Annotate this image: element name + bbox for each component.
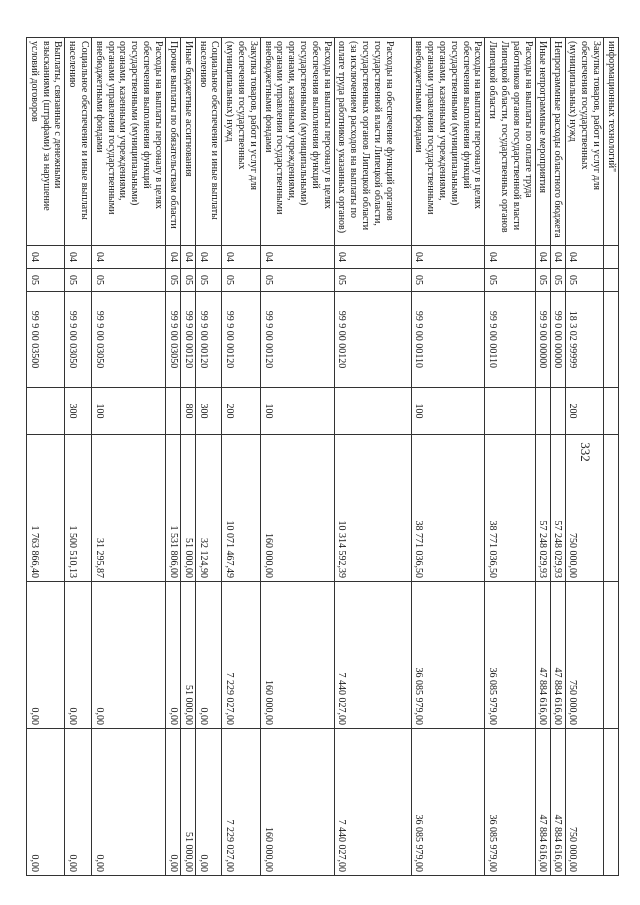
table-row (411, 38, 485, 876)
section-code: 04 (165, 246, 180, 269)
amount-1: 10 071 467,49 (222, 435, 260, 582)
subsection-code: 05 (27, 269, 65, 292)
amount-2 (604, 582, 619, 729)
amount-2: 0,00 (195, 582, 222, 729)
subsection-code: 05 (485, 269, 535, 292)
subsection-code: 05 (92, 269, 166, 292)
row-name: Выплаты, связанные с денежными взысканиями (штрафами) за нарушение условий договоров (27, 38, 65, 246)
table-row (180, 38, 195, 876)
subsection-code: 05 (550, 269, 565, 292)
expense-type-code: 300 (65, 388, 92, 435)
amount-1: 57 248 029,93 (550, 435, 565, 582)
amount-3: 0,00 (27, 729, 65, 876)
target-article-code: 18 3 02 99999 (565, 292, 603, 388)
amount-1: 31 295,87 (92, 435, 166, 582)
amount-1: 51 000,00 (180, 435, 195, 582)
row-name: Расходы на обеспечение функций органов государственной власти Липецкой области, государственных органов Липецкой области (за исключением расходов на выплаты по оплате труда работников указанных органов) (334, 38, 411, 246)
amount-3 (604, 729, 619, 876)
target-article-code: 99 9 00 00120 (334, 292, 411, 388)
amount-2: 0,00 (165, 582, 180, 729)
amount-2: 160 000,00 (260, 582, 334, 729)
row-name: Расходы на выплаты персоналу в целях обеспечения выполнения функций государственными (муниципальными) органами, казенными учреждениями, органами управления государственными внебюджетными фондами (260, 38, 334, 246)
subsection-code: 05 (180, 269, 195, 292)
target-article-code: 99 9 00 00110 (485, 292, 535, 388)
row-name: Иные непрограммные мероприятия (535, 38, 550, 246)
expense-type-code: 100 (260, 388, 334, 435)
amount-2: 7 229 027,00 (222, 582, 260, 729)
amount-1: 10 314 592,39 (334, 435, 411, 582)
target-article-code: 99 9 00 03050 (165, 292, 180, 388)
target-article-code (604, 292, 619, 388)
section-code: 04 (27, 246, 65, 269)
rotated-page (28, 37, 619, 875)
expense-type-code (27, 388, 65, 435)
budget-table (26, 37, 619, 876)
subsection-code: 05 (565, 269, 603, 292)
expense-type-code (485, 388, 535, 435)
section-code: 04 (222, 246, 260, 269)
amount-3: 0,00 (65, 729, 92, 876)
expense-type-code: 100 (411, 388, 485, 435)
expense-type-code: 100 (92, 388, 166, 435)
amount-3: 47 884 616,00 (535, 729, 550, 876)
amount-3: 47 884 616,00 (550, 729, 565, 876)
amount-2: 0,00 (65, 582, 92, 729)
target-article-code: 99 9 00 00120 (195, 292, 222, 388)
subsection-code: 05 (165, 269, 180, 292)
amount-3: 7 440 027,00 (334, 729, 411, 876)
target-article-code: 99 9 00 03050 (65, 292, 92, 388)
table-row (334, 38, 411, 876)
section-code: 04 (550, 246, 565, 269)
target-article-code: 99 0 00 00000 (550, 292, 565, 388)
target-article-code: 99 9 00 00120 (222, 292, 260, 388)
row-name: Иные бюджетные ассигнования (180, 38, 195, 246)
subsection-code (604, 269, 619, 292)
expense-type-code (604, 388, 619, 435)
target-article-code: 99 9 00 03050 (92, 292, 166, 388)
section-code: 04 (485, 246, 535, 269)
section-code: 04 (92, 246, 166, 269)
amount-2: 47 884 616,00 (550, 582, 565, 729)
amount-1: 750 000,00 (565, 435, 603, 582)
row-name: Социальное обеспечение и иные выплаты населению (65, 38, 92, 246)
table-row (565, 38, 603, 876)
row-name: Расходы на выплаты персоналу в целях обеспечения выполнения функций государственными (муниципальными) органами, казенными учреждениями, органами управления государственными внебюджетными фондами (92, 38, 166, 246)
subsection-code: 05 (195, 269, 222, 292)
table-row (485, 38, 535, 876)
subsection-code: 05 (535, 269, 550, 292)
table-row (165, 38, 180, 876)
expense-type-code: 800 (180, 388, 195, 435)
amount-3: 7 229 027,00 (222, 729, 260, 876)
target-article-code: 99 9 00 03500 (27, 292, 65, 388)
table-row (535, 38, 550, 876)
row-name: Прочие выплаты по обязательствам области (165, 38, 180, 246)
amount-2: 0,00 (92, 582, 166, 729)
amount-1: 160 000,00 (260, 435, 334, 582)
amount-1: 38 771 036,50 (485, 435, 535, 582)
table-row (222, 38, 260, 876)
section-code: 04 (195, 246, 222, 269)
expense-type-code: 200 (222, 388, 260, 435)
amount-1 (604, 435, 619, 582)
row-name: Социальное обеспечение и иные выплаты населению (195, 38, 222, 246)
amount-2: 47 884 616,00 (535, 582, 550, 729)
amount-3: 36 085 979,00 (411, 729, 485, 876)
amount-1: 38 771 036,50 (411, 435, 485, 582)
row-name: Расходы на выплаты персоналу в целях обеспечения выполнения функций государственными (муниципальными) органами, казенными учреждениями, органами управления государственными внебюджетными фондами (411, 38, 485, 246)
expense-type-code: 200 (565, 388, 603, 435)
table-row (550, 38, 565, 876)
expense-type-code (165, 388, 180, 435)
amount-2: 7 440 027,00 (334, 582, 411, 729)
section-code: 04 (65, 246, 92, 269)
row-name: информационных технологий" (604, 38, 619, 246)
section-code: 04 (411, 246, 485, 269)
expense-type-code: 300 (195, 388, 222, 435)
amount-1: 1 500 510,13 (65, 435, 92, 582)
page-number: 332 (578, 442, 593, 462)
section-code: 04 (535, 246, 550, 269)
section-code: 04 (334, 246, 411, 269)
target-article-code: 99 9 00 00120 (180, 292, 195, 388)
subsection-code: 05 (222, 269, 260, 292)
amount-3: 0,00 (195, 729, 222, 876)
subsection-code: 05 (65, 269, 92, 292)
section-code (604, 246, 619, 269)
table-row (27, 38, 65, 876)
expense-type-code (334, 388, 411, 435)
amount-1: 1 531 806,00 (165, 435, 180, 582)
amount-2: 51 000,00 (180, 582, 195, 729)
budget-table-body (27, 38, 619, 876)
row-name: Непрограммные расходы областного бюджета (550, 38, 565, 246)
table-row (65, 38, 92, 876)
amount-3: 750 000,00 (565, 729, 603, 876)
subsection-code: 05 (260, 269, 334, 292)
amount-1: 32 124,90 (195, 435, 222, 582)
amount-2: 36 085 979,00 (411, 582, 485, 729)
table-row (195, 38, 222, 876)
target-article-code: 99 9 00 00000 (535, 292, 550, 388)
target-article-code: 99 9 00 00110 (411, 292, 485, 388)
amount-2: 0,00 (27, 582, 65, 729)
amount-1: 1 763 866,40 (27, 435, 65, 582)
amount-3: 36 085 979,00 (485, 729, 535, 876)
amount-3: 160 000,00 (260, 729, 334, 876)
target-article-code: 99 9 00 00120 (260, 292, 334, 388)
table-row (604, 38, 619, 876)
subsection-code: 05 (411, 269, 485, 292)
row-name: Закупка товаров, работ и услуг для обеспечения государственных (муниципальных) нужд (565, 38, 603, 246)
row-name: Закупка товаров, работ и услуг для обеспечения государственных (муниципальных) нужд (222, 38, 260, 246)
table-row (92, 38, 166, 876)
section-code: 04 (180, 246, 195, 269)
amount-3: 0,00 (165, 729, 180, 876)
amount-3: 0,00 (92, 729, 166, 876)
section-code: 04 (565, 246, 603, 269)
expense-type-code (535, 388, 550, 435)
expense-type-code (550, 388, 565, 435)
amount-2: 36 085 979,00 (485, 582, 535, 729)
amount-1: 57 248 029,93 (535, 435, 550, 582)
amount-3: 51 000,00 (180, 729, 195, 876)
amount-2: 750 000,00 (565, 582, 603, 729)
table-row (260, 38, 334, 876)
row-name: Расходы на выплаты по оплате труда работников органов государственной власти Липецкой области, государственных органов Липецкой области (485, 38, 535, 246)
section-code: 04 (260, 246, 334, 269)
subsection-code: 05 (334, 269, 411, 292)
